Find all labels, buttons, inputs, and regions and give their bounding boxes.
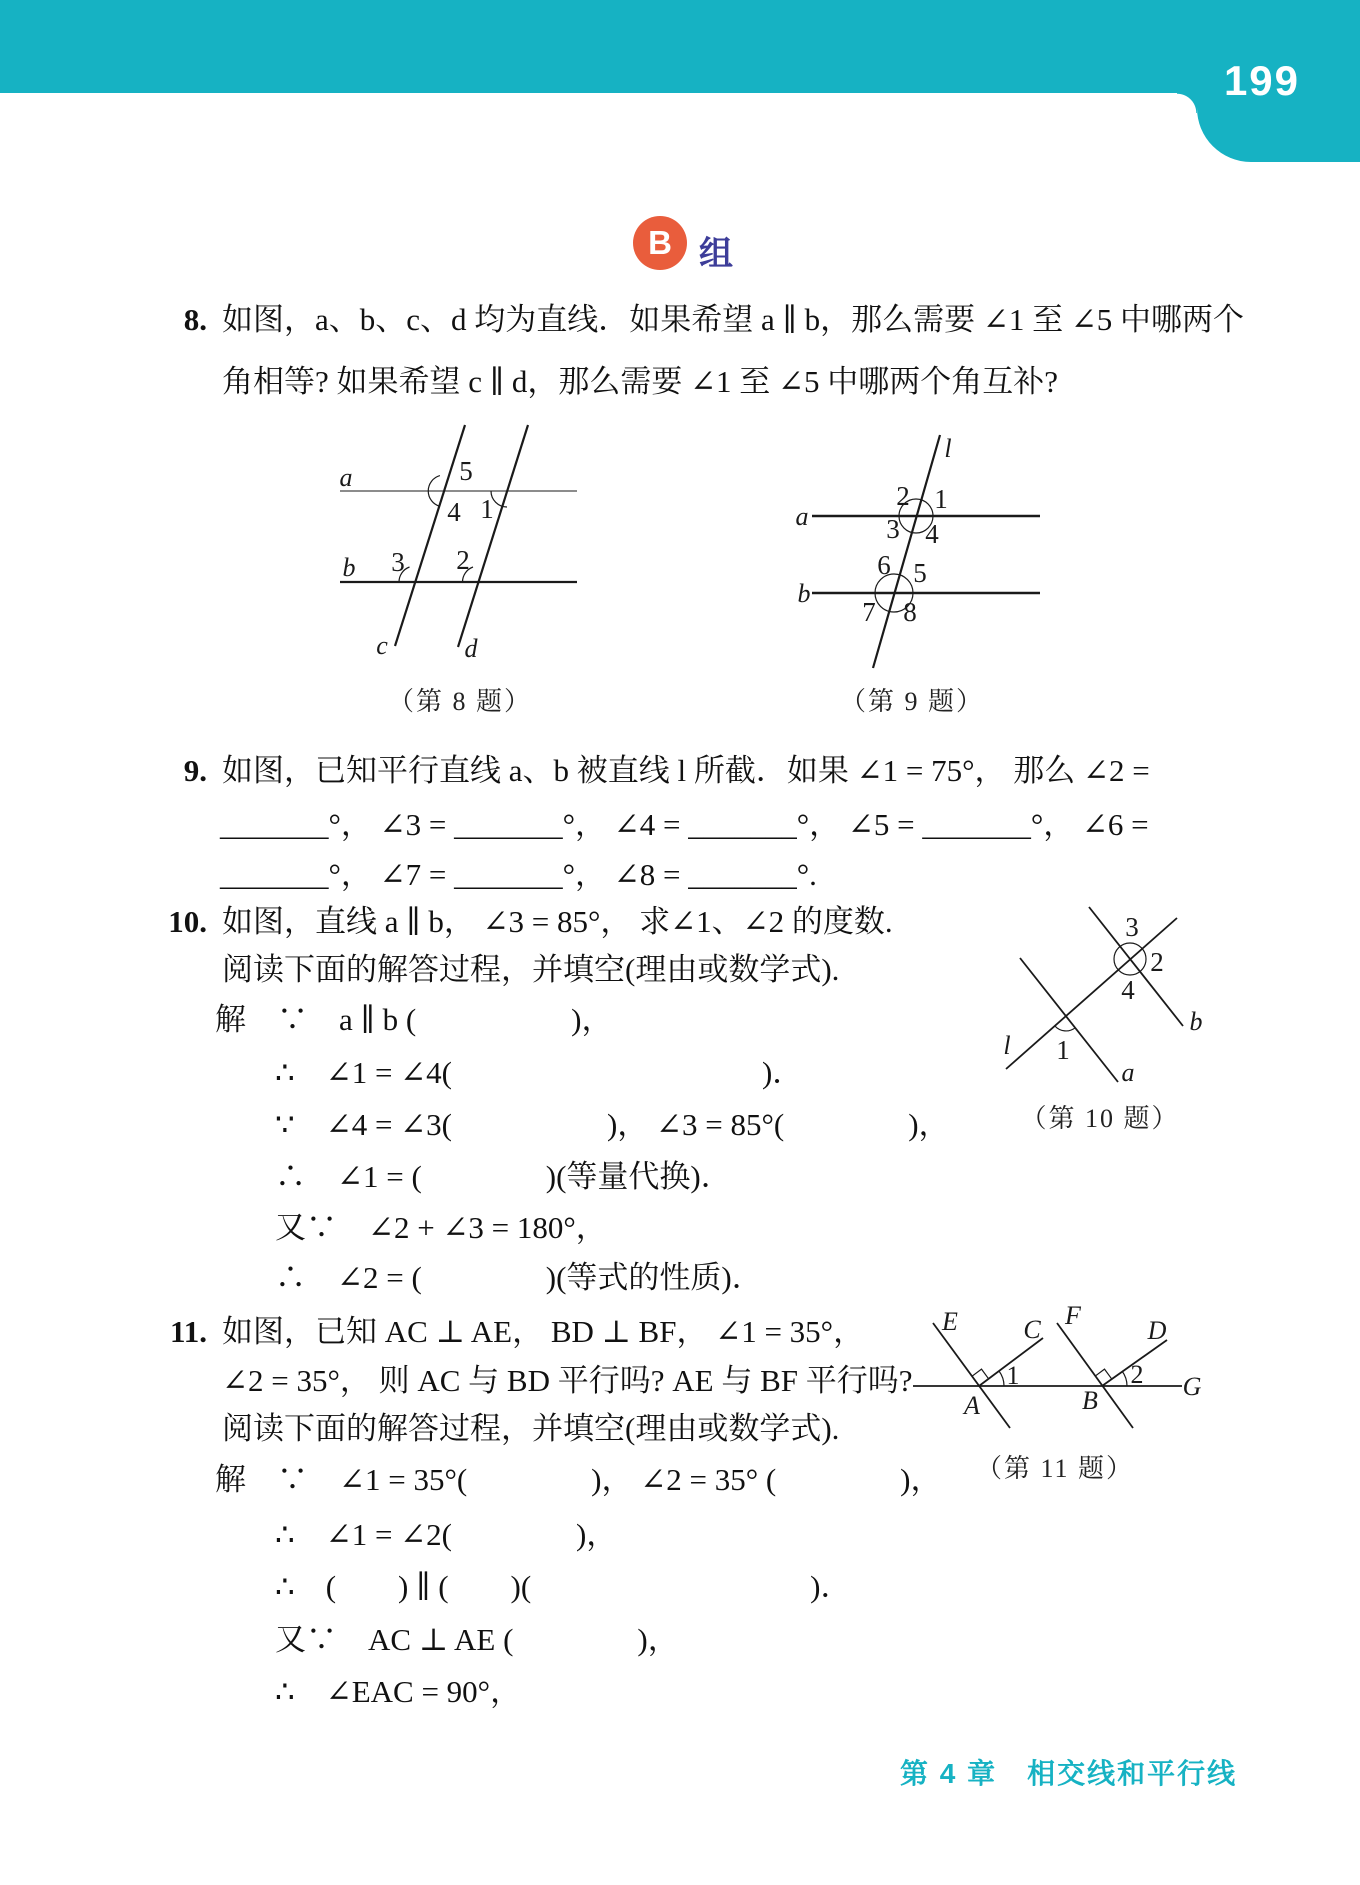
- tab-corner-fillet: [1177, 93, 1197, 113]
- problem-11-line-4: 解 ∵ ∠1 = 35°( )， ∠2 = 35° ( )，: [215, 1462, 942, 1497]
- fig11-label-E: E: [942, 1307, 958, 1336]
- fig8-label-d: d: [464, 634, 478, 663]
- fig10-angle-3: 3: [1125, 912, 1139, 942]
- fig10-label-l: l: [1003, 1031, 1011, 1060]
- fig8-label-a: a: [339, 463, 353, 492]
- fig9-label-l: l: [944, 434, 952, 463]
- problem-11-line-1: 如图，已知 AC ⊥ AE， BD ⊥ BF， ∠1 = 35°，: [222, 1314, 865, 1349]
- fig9-label-b: b: [797, 579, 811, 608]
- fig8-label-c: c: [376, 631, 388, 660]
- problem-11-line-5: ∴ ∠1 = ∠2( )，: [275, 1517, 618, 1552]
- problem-11-line-7: 又∵ AC ⊥ AE ( )，: [275, 1622, 679, 1657]
- problem-8-number: 8.: [183, 302, 207, 337]
- figure-9-caption: （第 9 题）: [839, 687, 984, 716]
- problem-11-line-3: 阅读下面的解答过程，并填空(理由或数学式).: [222, 1411, 840, 1446]
- fig10-angle-4: 4: [1121, 975, 1135, 1005]
- fig9-angle-1: 1: [934, 484, 948, 514]
- figure-10-caption: （第 10 题）: [1020, 1104, 1180, 1133]
- fig9-angle-3: 3: [886, 514, 900, 544]
- problem-10-number: 10.: [168, 904, 207, 939]
- fig9-angle-5: 5: [913, 558, 927, 588]
- fig11-label-C: C: [1023, 1315, 1041, 1344]
- fig11-label-B: B: [1082, 1386, 1098, 1415]
- fig8-line-c: [395, 425, 465, 646]
- fig11-arc-angle1: [999, 1371, 1004, 1386]
- problem-8-line-1: 如图，a、b、c、d 均为直线．如果希望 a ∥ b，那么需要 ∠1 至 ∠5 中哪两个: [222, 302, 1245, 337]
- problem-10-line-2: 阅读下面的解答过程，并填空(理由或数学式).: [222, 952, 840, 987]
- fig10-label-b: b: [1189, 1007, 1203, 1036]
- fig9-angle-6: 6: [877, 550, 891, 580]
- fig11-label-F: F: [1065, 1305, 1081, 1330]
- fig11-label-G: G: [1182, 1372, 1202, 1401]
- fig10-arc-angle1: [1055, 1026, 1075, 1031]
- fig8-angle-1: 1: [480, 494, 494, 524]
- figure-problem-11: [905, 1305, 1205, 1445]
- problem-11-number: 11.: [169, 1314, 207, 1349]
- fig10-label-a: a: [1121, 1058, 1135, 1087]
- fig9-angle-7: 7: [862, 597, 876, 627]
- figure-problem-8: [330, 415, 600, 675]
- problem-11-line-8: ∴ ∠EAC = 90°，: [275, 1674, 522, 1709]
- fig10-angle-1: 1: [1056, 1035, 1070, 1065]
- fig11-label-A: A: [964, 1391, 980, 1420]
- fig11-arc-angle2: [1122, 1371, 1127, 1386]
- problem-11-line-2: ∠2 = 35°， 则 AC 与 BD 平行吗? AE 与 BF 平行吗?: [222, 1363, 913, 1398]
- fig11-angle-2: 2: [1130, 1360, 1144, 1389]
- fig11-right-angle-A: [972, 1369, 989, 1379]
- problem-10-line-3: 解 ∵ a ∥ b ( )，: [215, 1002, 613, 1037]
- chapter-footer: 第 4 章 相交线和平行线: [900, 1758, 1238, 1789]
- figure-8-caption: （第 8 题）: [387, 687, 532, 716]
- problem-8-line-2: 角相等? 如果希望 c ∥ d，那么需要 ∠1 至 ∠5 中哪两个角互补?: [222, 364, 1059, 399]
- problem-9-line-3: _______°， ∠7 = _______°， ∠8 = _______°.: [220, 857, 817, 892]
- problem-9-number: 9.: [183, 753, 207, 788]
- fig9-angle-4: 4: [925, 519, 939, 549]
- section-badge-label: 组: [699, 235, 733, 273]
- problem-10-line-6: ∴ ∠1 = ( )(等量代换)．: [275, 1159, 732, 1194]
- problem-10-line-5: ∵ ∠4 = ∠3( )， ∠3 = 85°( )，: [275, 1107, 950, 1142]
- problem-10-line-8: ∴ ∠2 = ( )(等式的性质)．: [275, 1260, 763, 1295]
- fig9-angle-2: 2: [896, 481, 910, 511]
- fig10-line-l: [1006, 918, 1177, 1069]
- fig8-label-b: b: [342, 553, 356, 582]
- fig9-angle-8: 8: [903, 597, 917, 627]
- figure-problem-9: [795, 415, 1050, 675]
- figure-problem-10: [1000, 900, 1210, 1095]
- fig11-label-D: D: [1147, 1316, 1167, 1345]
- problem-10-line-4: ∴ ∠1 = ∠4( )．: [275, 1055, 804, 1090]
- fig10-angle-2: 2: [1150, 947, 1164, 977]
- fig11-angle-1: 1: [1006, 1361, 1020, 1390]
- problem-11-line-6: ∴ ( ) ∥ ( )( )．: [275, 1569, 852, 1604]
- fig8-angle-2: 2: [456, 545, 470, 575]
- page-number: 199: [1223, 57, 1301, 104]
- problem-10-line-1: 如图，直线 a ∥ b， ∠3 = 85°， 求∠1、∠2 的度数.: [222, 904, 893, 939]
- fig8-angle-5: 5: [459, 456, 473, 486]
- problem-10-line-7: 又∵ ∠2 + ∠3 = 180°，: [275, 1210, 607, 1245]
- problem-9-line-2: _______°， ∠3 = _______°， ∠4 = _______°， ∠5 = _______°， ∠6 =: [220, 807, 1149, 842]
- problem-9-line-1: 如图，已知平行直线 a、b 被直线 l 所截．如果 ∠1 = 75°， 那么 ∠2 =: [222, 753, 1150, 788]
- section-badge-circle: B: [633, 216, 687, 270]
- fig8-angle-4: 4: [447, 497, 461, 527]
- fig8-angle-3: 3: [391, 547, 405, 577]
- figure-11-caption: （第 11 题）: [975, 1454, 1135, 1483]
- fig9-label-a: a: [795, 502, 809, 531]
- header-band: [0, 0, 1360, 93]
